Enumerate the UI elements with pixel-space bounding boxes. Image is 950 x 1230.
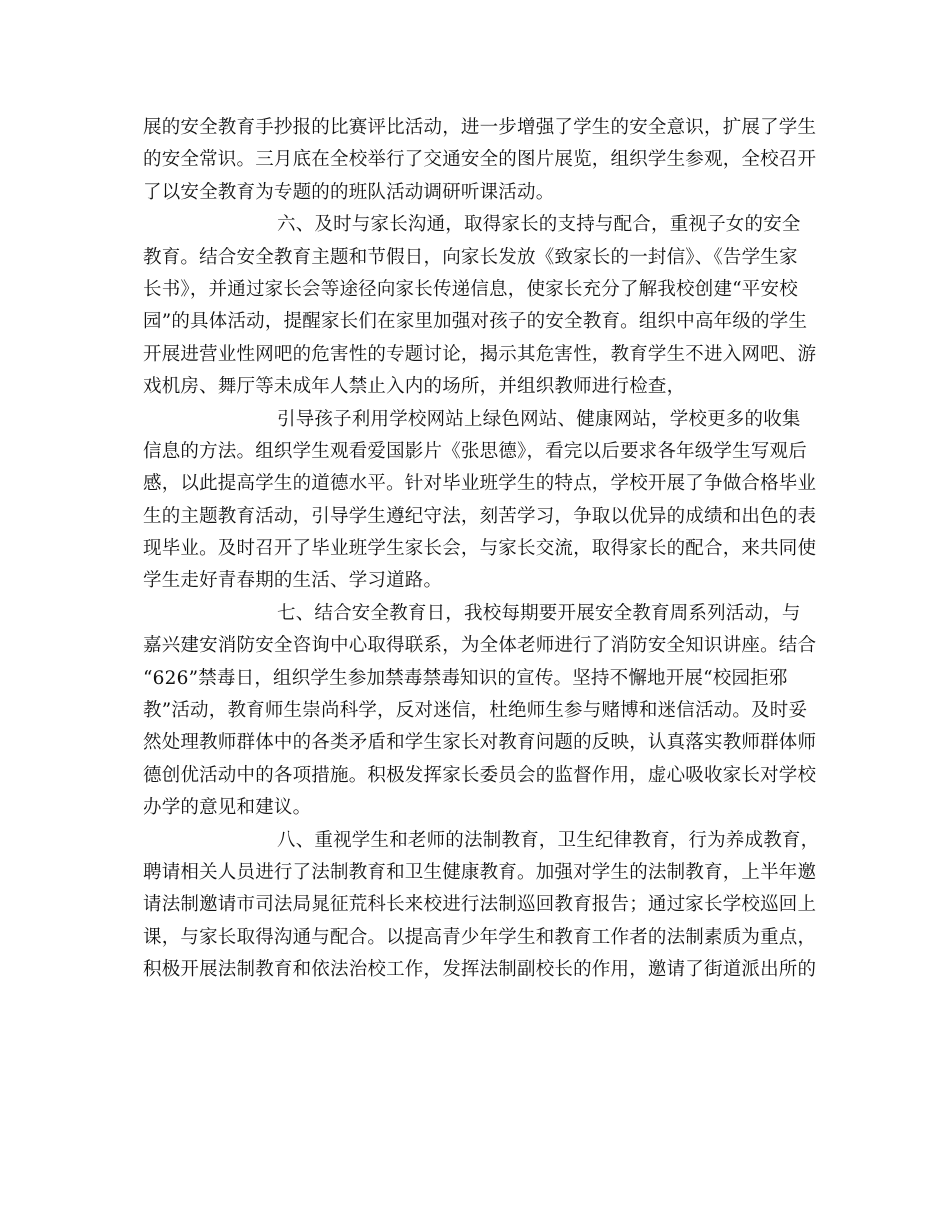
text-line: 信息的方法。组织学生观看爱国影片《张思德》，看完以后要求各年级学生写观后 [143,440,807,462]
text-line: 开展进营业性网吧的危害性的专题讨论，揭示其危害性，教育学生不进入网吧、游 [143,343,817,365]
text-line: 办学的意见和建议。 [143,797,312,819]
paragraph-3 [143,404,815,598]
text-line: “626”禁毒日，组织学生参加禁毒禁毒知识的宣传。坚持不懈地开展“校园拒邪 [143,667,788,689]
document-body [143,112,820,987]
paragraph-2 [143,209,815,403]
paragraph-1 [143,112,815,209]
text-line: 现毕业。及时召开了毕业班学生家长会，与家长交流，取得家长的配合，来共同使 [143,538,817,560]
text-line: 积极开展法制教育和依法治校工作，发挥法制副校长的作用，邀请了街道派出所的 [143,959,817,981]
paragraph-5 [143,825,820,987]
text-line: 园”的具体活动，提醒家长们在家里加强对孩子的安全教育。组织中高年级的学生 [143,311,808,333]
text-line: 教育。结合安全教育主题和节假日，向家长发放《致家长的一封信》、《告学生家 [143,246,798,268]
text-line: 展的安全教育手抄报的比赛评比活动，进一步增强了学生的安全意识，扩展了学生 [143,117,817,138]
text-line: 长书》，并通过家长会等途径向家长传递信息，使家长充分了解我校创建“平安校 [143,278,798,300]
text-line: 德创优活动中的各项措施。积极发挥家长委员会的监督作用，虚心吸收家长对学校 [143,764,817,786]
text-line: 引导孩子利用学校网站上绿色网站、健康网站，学校更多的收集 [277,408,801,430]
text-line: 生的主题教育活动，引导学生遵纪守法，刻苦学习，争取以优异的成绩和出色的表 [143,505,817,527]
text-line: 的安全常识。三月底在全校举行了交通安全的图片展览，组织学生参观，全校召开 [143,149,817,171]
text-line: 六、及时与家长沟通，取得家长的支持与配合，重视子女的安全 [277,214,801,236]
text-line: 感，以此提高学生的道德水平。针对毕业班学生的特点，学校开展了争做合格毕业 [143,473,817,495]
text-line: 戏机房、舞厅等未成年人禁止入内的场所，并组织教师进行检查， [143,376,686,398]
paragraph-4 [143,598,815,825]
text-line: 然处理教师群体中的各类矛盾和学生家长对教育问题的反映，认真落实教师群体师 [143,732,817,754]
text-line: 聘请相关人员进行了法制教育和卫生健康教育。加强对学生的法制教育，上半年邀 [143,861,817,883]
text-line: 了以安全教育为专题的的班队活动调研听课活动。 [143,181,555,203]
text-line: 七、结合安全教育日，我校每期要开展安全教育周系列活动，与 [277,602,801,624]
text-line: 教”活动，教育师生崇尚科学，反对迷信，杜绝师生参与赌博和迷信活动。及时妥 [143,700,808,722]
text-line: 八、重视学生和老师的法制教育，卫生纪律教育，行为养成教育， [277,829,820,851]
text-line: 课，与家长取得沟通与配合。以提高青少年学生和教育工作者的法制素质为重点， [143,926,817,948]
text-line: 学生走好青春期的生活、学习道路。 [143,570,443,592]
text-line: 嘉兴建安消防安全咨询中心取得联系，为全体老师进行了消防安全知识讲座。结合 [143,635,817,657]
text-line: 请法制邀请市司法局晁征荒科长来校进行法制巡回教育报告；通过家长学校巡回上 [143,894,817,916]
